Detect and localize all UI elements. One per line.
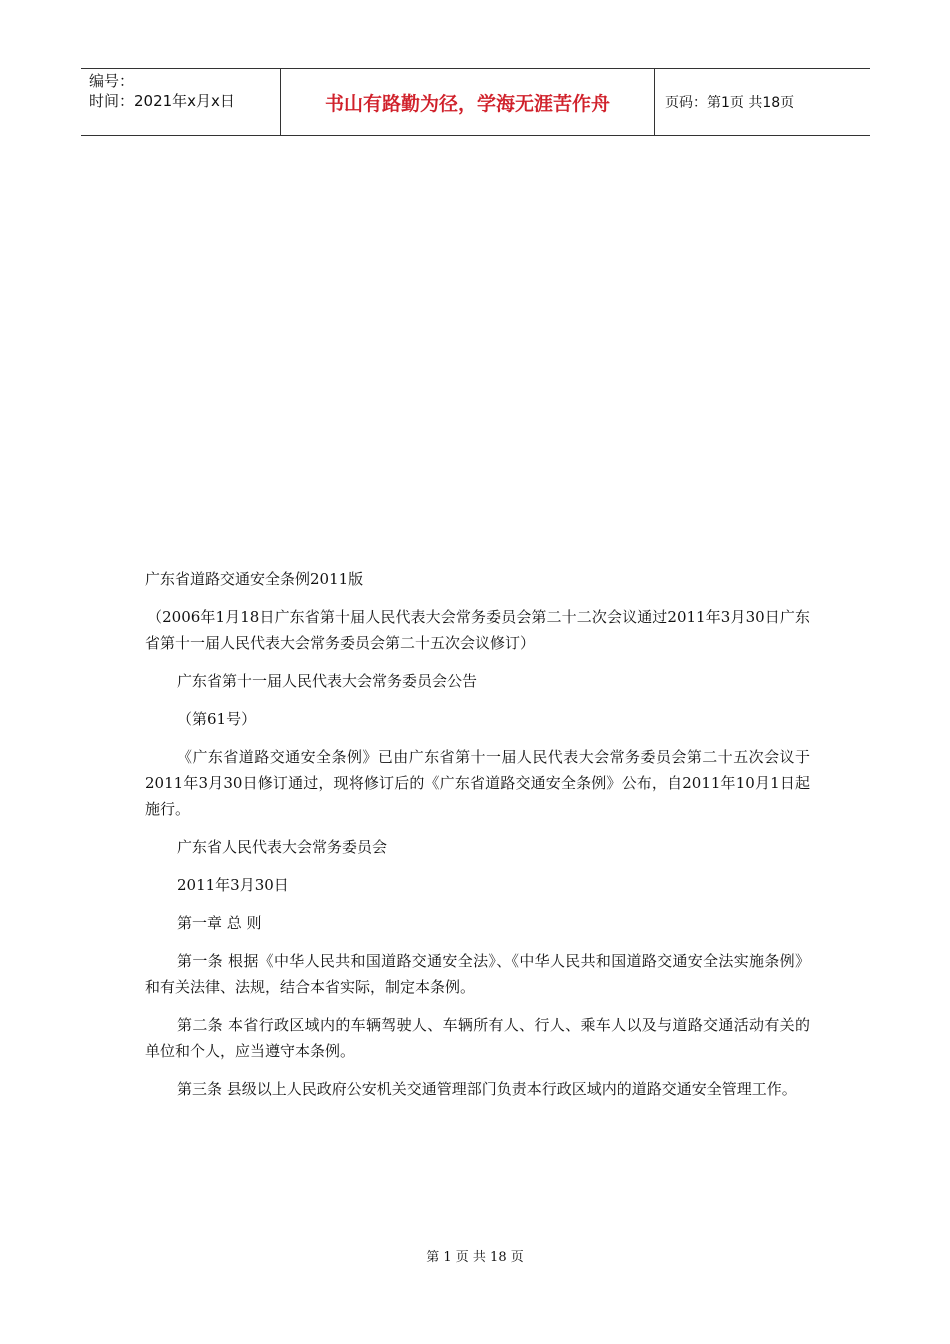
issuer: 广东省人民代表大会常务委员会	[177, 838, 388, 856]
header-motto: 书山有路勤为径，学海无涯苦作舟	[324, 92, 610, 115]
header-motto-cell	[281, 69, 655, 135]
page-footer	[0, 1246, 950, 1265]
article-2: 第二条 本省行政区域内的车辆驾驶人、车辆所有人、行人、乘车人以及与道路交通活动有关的单位和个人，应当遵守本条例。	[145, 1016, 810, 1060]
footer-page-number: 第 1 页 共 18 页	[426, 1250, 524, 1265]
chapter-title: 第一章 总 则	[177, 914, 262, 932]
document-number-label: 编号：	[89, 72, 135, 90]
article-1: 第一条 根据《中华人民共和国道路交通安全法》、《中华人民共和国道路交通安全法实施条例》和有关法律、法规，结合本省实际，制定本条例。	[145, 952, 810, 996]
document-title: 广东省道路交通安全条例2011版	[145, 570, 364, 588]
header-page-info: 页码：第1页 共18页	[665, 95, 795, 111]
page-header	[81, 68, 870, 136]
adoption-note: （2006年1月18日广东省第十届人民代表大会常务委员会第二十二次会议通过2011年3月30日广东省第十一届人民代表大会常务委员会第二十五次会议修订）	[145, 608, 810, 652]
document-time-label: 时间：2021年x月x日	[89, 92, 235, 110]
document-body	[145, 566, 810, 1114]
announcement-body: 《广东省道路交通安全条例》已由广东省第十一届人民代表大会常务委员会第二十五次会议于2011年3月30日修订通过，现将修订后的《广东省道路交通安全条例》公布，自2011年10月1日起施行。	[145, 748, 810, 818]
article-3: 第三条 县级以上人民政府公安机关交通管理部门负责本行政区域内的道路交通安全管理工作。	[177, 1080, 797, 1098]
issue-date: 2011年3月30日	[177, 876, 289, 894]
header-page-cell	[655, 69, 870, 135]
announcement-number: （第61号）	[177, 710, 257, 728]
header-meta-cell	[81, 69, 281, 135]
announcement-title: 广东省第十一届人民代表大会常务委员会公告	[177, 672, 478, 690]
